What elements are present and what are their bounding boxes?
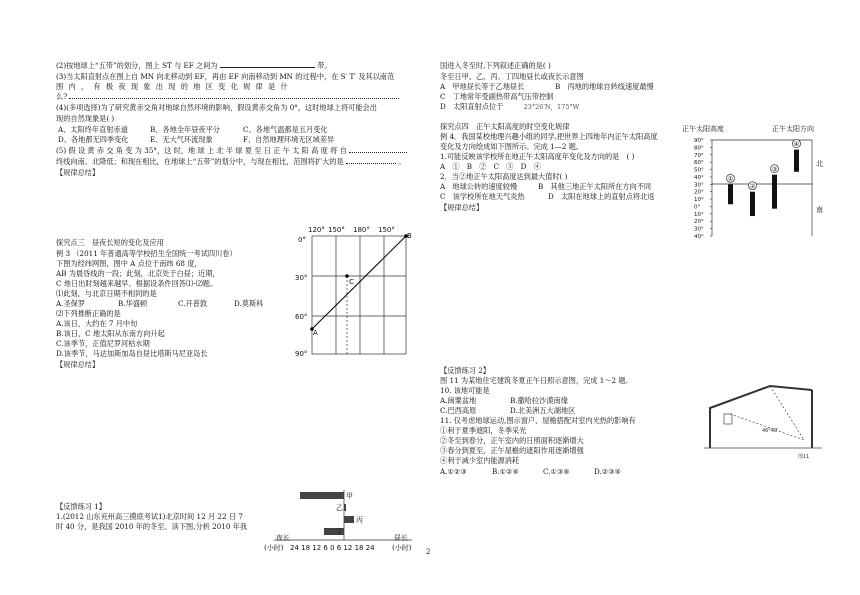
graticule-frame: [312, 236, 406, 354]
fb2-q11-item2: ②冬至到春分，正午室内的日照面积逐渐增大: [440, 436, 584, 445]
top-label-2: 150°: [328, 226, 345, 234]
fb2-line1: 图 11 为某地住宅建筑冬夏正午日照示意图，完成 1～2 题.: [440, 376, 628, 385]
ex3-option-b: B.华盛顿: [118, 299, 148, 308]
sun-y-tick: 10°: [694, 211, 704, 218]
sun-y-tick: 70°: [694, 152, 704, 159]
page-number: 2: [426, 548, 431, 556]
example-4-q2: 2．当②地正午太阳高度达到最大值时( ): [440, 172, 568, 181]
q5-line1: [56, 146, 407, 155]
south-label: 南: [816, 206, 823, 214]
sun-title-left: 正午太阳高度: [682, 125, 724, 133]
sun-y-tick: 20°: [694, 219, 704, 226]
fb2-q11-item3: ③春分到夏至，正午屋檐的遮阳作用逐渐增强: [440, 446, 584, 455]
ex3-option-a: A.圣保罗: [56, 299, 86, 308]
angle-label: 46°40′: [762, 428, 779, 434]
fb2-q11-option-a: A.①②③: [440, 467, 467, 476]
answer-blank[interactable]: [69, 98, 399, 99]
top-label-4: 150°: [378, 226, 395, 234]
q5-tail: 。: [398, 157, 406, 166]
tick-labels: 24 18 12 6 0 6 12 18 24: [290, 544, 375, 552]
ex3-q2-option-b: B.该日，C 地太阳从东南方向升起: [56, 329, 165, 338]
q2-tail: 带。: [317, 61, 332, 70]
bar-yi: [344, 504, 346, 511]
night-label: 夜长: [276, 534, 290, 542]
ex4-q2-option-b: B 其他三地正午太阳所在方向不同: [538, 182, 652, 191]
q2-text: (2)按地球上“五带”的划分，图上 ST 与 EF 之间为: [56, 61, 218, 70]
house-roof-wall: [710, 386, 812, 448]
figure-caption: 图11: [798, 454, 810, 460]
fb1-option-c: C 丁地常年受副热带高气压带控制: [440, 92, 554, 101]
feedback-1-line2: 时 40 分，是我国 2010 年的冬至。读下图,分析 2010 年我: [56, 522, 248, 531]
example-3-line4: C 地日出时刻越来越早。根据设条件回答⑴-⑵题。: [56, 279, 218, 288]
sun-y-tick: 50°: [694, 167, 704, 174]
sun-y-tick: 80°: [694, 145, 704, 152]
q5-text: (5) 假 设 黄 赤 交 角 变 为 35°，这 时，地 球 上 北 半 球 夏 至 日 正 午 太 阳 高 度 将 自: [56, 146, 347, 155]
answer-blank[interactable]: [349, 152, 407, 153]
feedback-1-line1: 1.(2012 山东兖州高三摸底考试1)北京时间 12 月 22 日 7: [56, 512, 243, 521]
fb2-q11-option-d: D.②③④: [594, 467, 622, 476]
row-ding-label: 丁: [336, 528, 343, 536]
ex4-q2-option-c: C 该学校所在地天气炎热: [440, 192, 525, 201]
row-jia-label: 甲: [346, 492, 353, 500]
sun-bar-label-4: ④: [793, 140, 800, 148]
ex3-q2-option-c: C.该季节，正值尼罗河枯水期: [56, 339, 150, 348]
fb2-q11-item4: ④利于减少室内能源消耗: [440, 456, 520, 465]
sun-title-right: 正午太阳方向: [772, 125, 814, 133]
fb1-option-d-text: D 太阳直射点位于: [440, 102, 504, 111]
sun-bar-label-2: ②: [749, 182, 756, 190]
q3-tail: 么?: [56, 92, 68, 101]
option-b: B、各地全年昼夜平分: [150, 125, 220, 134]
q4-line2: 现的自然现象是( ): [56, 114, 115, 123]
sun-y-tick: 40°: [694, 234, 704, 240]
q3-line2: 围 内 ， 有 极 夜 现 象 出 现 的 地 区 变 化 规 律 是 什: [56, 82, 290, 91]
sun-y-tick: 60°: [694, 160, 704, 167]
window: [724, 414, 732, 424]
section-4-title: 探究点四 正午太阳高度的时空变化规律: [440, 122, 570, 131]
sun-y-tick: 30°: [694, 182, 704, 189]
north-label: 北: [816, 160, 823, 168]
fb2-q11-option-b: B.①②④: [492, 467, 519, 476]
point-a-label: A: [313, 329, 318, 337]
option-a: A、太阳终年直射赤道: [58, 125, 128, 134]
bar-jia: [300, 492, 344, 499]
example-3-q1: ⑴此刻，与北京日期不相同的是: [56, 289, 157, 298]
example-3-line2: 下图为经纬网图，图中 A 点位于南纬 68 度，: [56, 259, 202, 268]
fb1-option-a: A 甲地昼长等于乙地昼长: [440, 82, 525, 91]
top-label-3: 180°: [353, 226, 370, 234]
sun-y-tick: 30°: [694, 226, 704, 233]
noon-sun-chart: [680, 122, 830, 242]
row-bing-label: 丙: [356, 516, 363, 524]
sun-y-tick: 20°: [694, 189, 704, 196]
rule-summary-2: 【规律总结】: [56, 360, 100, 369]
sun-bar-2: [750, 192, 755, 216]
example-4-q1-options: A ① B ② C ③ D ④: [440, 162, 541, 171]
fb2-q11-option-c: C.①③④: [543, 467, 570, 476]
day-length-chart: [262, 488, 422, 558]
night-unit: (小时): [264, 544, 284, 552]
sun-bar-3: [772, 175, 777, 209]
fb2-q10-option-c: C.巴西高原: [440, 406, 477, 415]
sun-bar-label-1: ①: [727, 175, 734, 183]
point-b-label: B: [407, 232, 412, 240]
ex3-option-d: D.莫斯科: [234, 299, 264, 308]
sun-bar-1: [728, 184, 733, 204]
terminator-line-ab: [312, 236, 406, 329]
day-unit: (小时): [392, 544, 412, 552]
q3-line3: [56, 92, 399, 101]
fb2-q10-option-b: B.撒哈拉沙漠南缘: [510, 396, 568, 405]
left-label-60: 60°: [295, 313, 308, 321]
feedback-2-title: 【反馈练习 2】: [440, 366, 490, 375]
subsolar-coordinate: 23°26′N，175°W: [523, 103, 580, 111]
day-label: 昼长: [394, 534, 408, 542]
option-e: E、无大气环流现象: [150, 135, 213, 144]
fb2-q10-option-d: D.北美洲五大湖地区: [510, 406, 576, 415]
ex4-q2-option-a: A 地球公转的速度较慢: [440, 182, 518, 191]
feedback-1-title: 【反馈练习 1】: [56, 502, 106, 511]
q5-line2: [56, 157, 405, 166]
sun-ray-winter: [730, 414, 804, 440]
example-4-line1: 例 4．我国某校地理兴趣小组的同学,把世界上四地年内正午太阳高度: [440, 132, 658, 141]
left-label-30: 30°: [295, 274, 308, 282]
example-4-line2: 变化及方向绘成如下图所示。完成 1—2 题。: [440, 142, 584, 151]
sun-y-tick: 90°: [694, 138, 704, 144]
option-d: D、各地都无四季变化: [58, 135, 129, 144]
fb2-q10-option-a: A.闽粟盆地: [440, 396, 477, 405]
fb1-caption: 冬至日甲、乙、丙、丁四地昼长或夜长示意图: [440, 72, 584, 81]
sun-y-tick: 10°: [694, 197, 704, 204]
question-2-line: [56, 61, 332, 70]
sun-bar-label-3: ③: [771, 165, 778, 173]
example-3-line1: 例 3 （2011 年普通高等学校招生全国统一考试四川卷）: [56, 249, 237, 258]
left-label-0: 0°: [298, 236, 306, 244]
ex3-q2-option-a: A.该日，大约在 7 月中旬: [56, 319, 138, 328]
ex3-q2-option-d: D.该季节，马达加斯加岛自昼比塔斯马尼亚岛长: [56, 349, 208, 358]
point-c-label: C: [349, 278, 354, 286]
top-label-1: 120°: [308, 226, 325, 234]
example-3-q2: ⑵下列推断正确的是: [56, 309, 121, 318]
sun-y-tick: 40°: [694, 174, 704, 181]
fb1-option-b: B 丙地的地球自转线速度最慢: [555, 82, 654, 91]
sun-y-tick: 0°: [694, 204, 701, 211]
fb2-q11: 11. 仅考虑地球运动,图示窗户、屋檐搭配对室内光热的影响有: [440, 416, 636, 425]
answer-blank[interactable]: [346, 163, 396, 164]
rule-summary-3: 【规律总结】: [440, 203, 484, 212]
left-label-90: 90°: [295, 350, 308, 358]
q5-text2: 终线向南、北降低；和现在相比，在地球上“五带”的划分中，与现在相比，范围将扩大的是: [56, 157, 344, 166]
option-c: C、各地气温都是五月变化: [243, 125, 328, 134]
bar-bing: [344, 516, 354, 523]
row-yi-label: 乙: [336, 504, 343, 512]
ex3-option-c: C.开普敦: [178, 299, 208, 308]
example-3-line3: AB 为晨昏线的一段；此刻，北京处于白昼；近期，: [56, 269, 220, 278]
sun-bar-4: [794, 150, 799, 172]
fb1-option-d: [440, 102, 579, 112]
rule-summary-1: 【规律总结】: [56, 168, 100, 177]
q3-line1: (3)当太阳直射点在图上自 MN 向北移动到 EF，再由 EF 向南移动到 MN 的过程中，在 S′ T′ 及其以南范: [56, 72, 395, 81]
answer-blank[interactable]: [220, 67, 315, 68]
ex4-q2-option-d: D 太阳在地球上的直射点将北返: [548, 192, 655, 201]
example-4-q1: 1.可能反映该学校所在地正午太阳高度年变化及方向的是 ( ): [440, 152, 635, 161]
section-3-title: 探究点三 昼夜长短的变化及应用: [56, 238, 164, 247]
q4-line1: (4)(多项选择)为了研究黄赤交角对地球自然环境的影响，假设黄赤交角为 0°，这时地球上将可能会出: [56, 103, 377, 112]
graticule-chart: [290, 222, 430, 362]
option-f: F、自然地理环境无区域差异: [243, 135, 335, 144]
fb2-q11-item1: ①利于夏季遮阳，冬季采光: [440, 426, 527, 435]
house-figure: [700, 378, 830, 460]
fb1-question: 国进入冬至时,下列叙述正确的是( ): [440, 61, 551, 70]
fb2-q10: 10. 该地可能是: [440, 386, 490, 395]
